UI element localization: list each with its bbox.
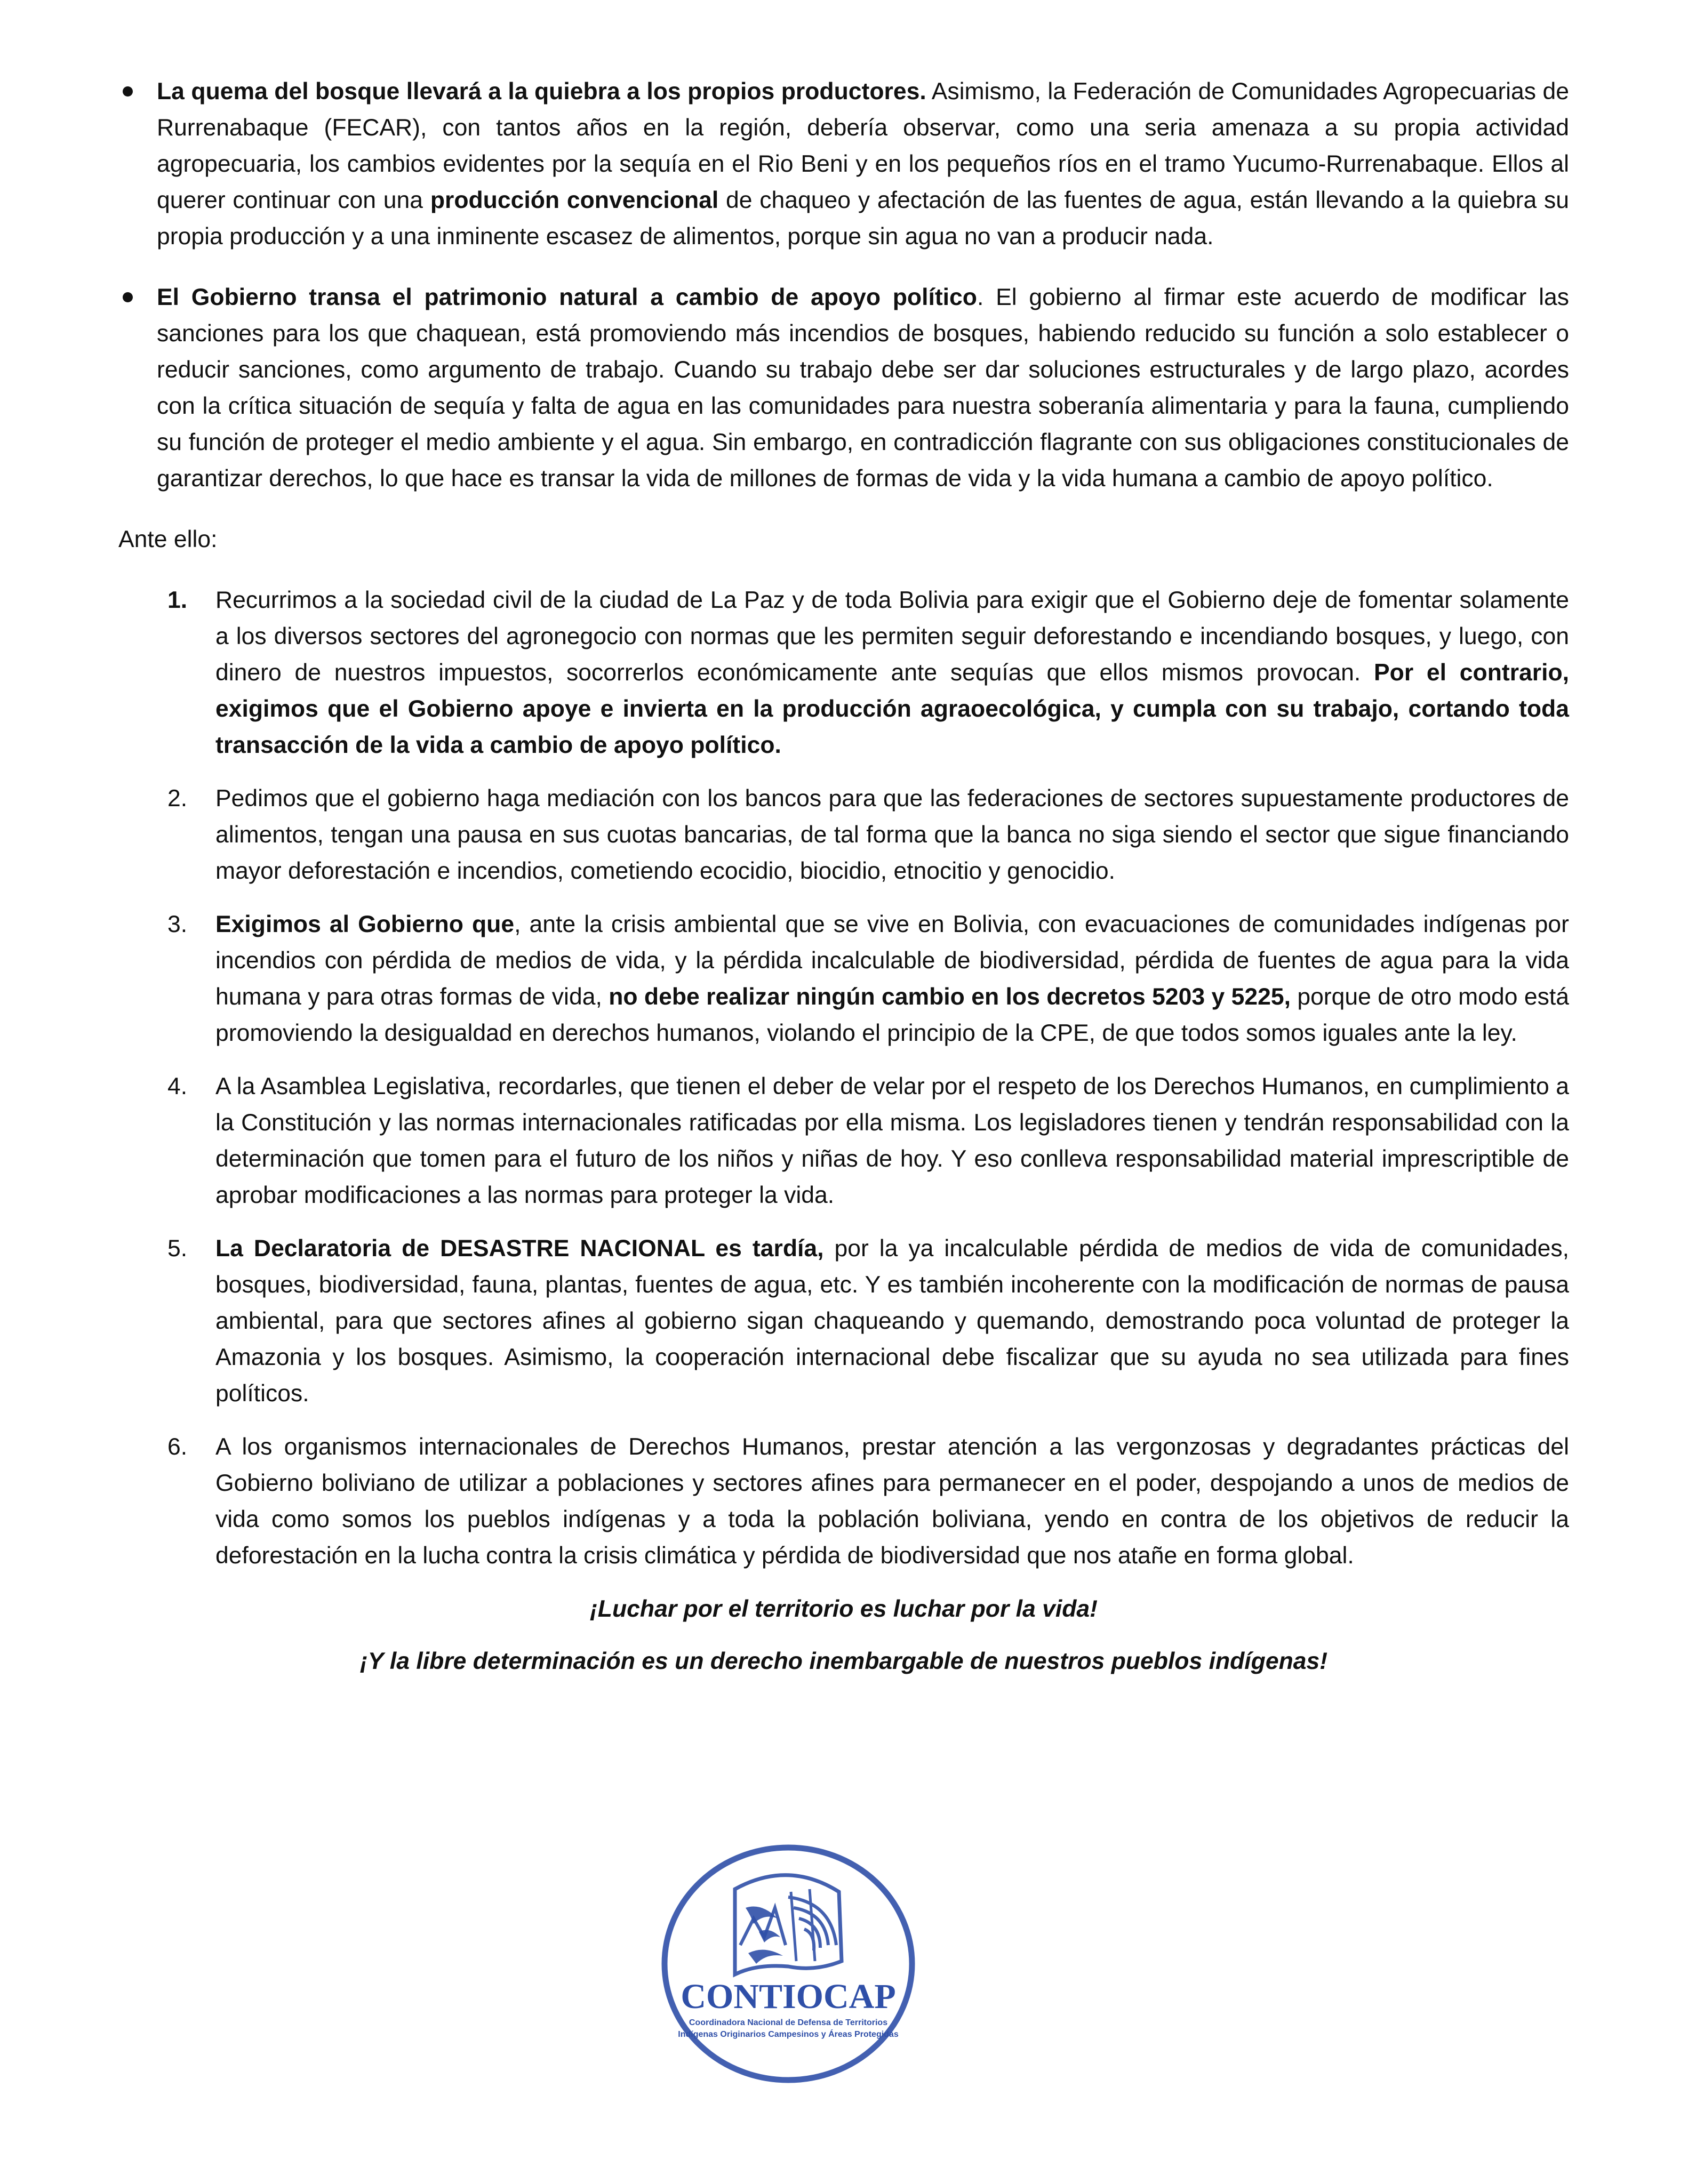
list-text: porque de otro modo está promoviendo la desigualdad en derechos humanos, violando el principio de la CPE, de que todos somos iguales ante la ley.: [215, 984, 1569, 1046]
list-item: [118, 582, 1569, 764]
seal-subtitle-line1: Coordinadora Nacional de Defensa de Territorios: [689, 2018, 888, 2027]
bullet-text: de chaqueo y afectación de las fuentes de agua, están llevando a la quiebra su propia producción y a una inminente escasez de alimentos, porque sin agua no van a producir nada.: [157, 187, 1569, 250]
list-emphasis: no debe realizar ningún cambio en los decretos 5203 y 5225,: [609, 984, 1291, 1010]
list-item: [118, 781, 1569, 889]
list-item: [118, 1069, 1569, 1214]
list-number: 5.: [167, 1235, 188, 1262]
list-text: por la ya incalculable pérdida de medios de vida de comunidades, bosques, biodiversidad, fauna, plantas, fuentes de agua, etc. Y es también incoherente con la modificación de normas de pausa ambiental, para que sectores afines al gobierno sigan chaqueando y quemando, demostrando poca voluntad de proteger la Amazonia y los bosques. Asimismo, la cooperación internacional debe fiscalizar que su ayuda no sea utilizada para fines políticos.: [215, 1235, 1570, 1407]
bullet-heading: El Gobierno transa el patrimonio natural a cambio de apoyo político: [157, 284, 977, 310]
list-text: A los organismos internacionales de Derechos Humanos, prestar atención a las vergonzosas y degradantes prácticas del Gobierno boliviano de utilizar a poblaciones y sectores afines para permanecer en el poder, despojando a unos de medios de vida como somos los pueblos indígenas y a toda la población boliviana, yendo en contra de los objetivos de reducir la deforestación en la lucha contra la crisis climática y pérdida de biodiversidad que nos atañe en forma global.: [215, 1434, 1569, 1569]
intro-text: Ante ello:: [118, 526, 218, 552]
bullet-text: . El gobierno al firmar este acuerdo de modificar las sanciones para los que chaquean, está promoviendo más incendios de bosques, habiendo reducido su función a solo establecer o reducir sanciones, como argumento de trabajo. Cuando su trabajo debe ser dar soluciones estructurales y de largo plazo, acordes con la crítica situación de sequía y falta de agua en las comunidades para nuestra soberanía alimentaria y para la fauna, cumpliendo su función de proteger el medio ambiente y el agua. Sin embargo, en contradicción flagrante con sus obligaciones constitucionales de garantizar derechos, lo que hace es transar la vida de millones de formas de vida y la vida humana a cambio de apoyo político.: [157, 284, 1569, 492]
seal-graphic: [655, 1838, 922, 2089]
list-number: 4.: [167, 1073, 188, 1099]
seal-name: CONTIOCAP: [681, 1977, 896, 2016]
bullet-dot-icon: [123, 86, 133, 97]
list-text: , ante la crisis ambiental que se vive en Bolivia, con evacuaciones de comunidades indígenas por incendios con pérdida de medios de vida, y la pérdida incalculable de biodiversidad, pérdida de fuentes de agua para la vida humana y para otras formas de vida,: [215, 911, 1570, 1010]
bullet-item: [118, 279, 1569, 497]
bullet-heading: La quema del bosque llevará a la quiebra a los propios productores.: [157, 78, 926, 105]
list-emphasis: Exigimos al Gobierno que: [215, 911, 515, 937]
list-text: Recurrimos a la sociedad civil de la ciudad de La Paz y de toda Bolivia para exigir que el Gobierno deje de fomentar solamente a los diversos sectores del agronegocio con normas que les permiten seguir deforestando e incendiando bosques, y luego, con dinero de nuestros impuestos, socorrerlos económicamente ante sequías que ellos mismos provocan.: [215, 587, 1569, 686]
list-text: A la Asamblea Legislativa, recordarles, que tienen el deber de velar por el respeto de los Derechos Humanos, en cumplimiento a la Constitución y las normas internacionales ratificadas por ella misma. Los legisladores tienen y tendrán responsabilidad con la determinación que tomen para el futuro de los niños y niñas de hoy. Y eso conlleva responsabilidad material imprescriptible de aprobar modificaciones a las normas para proteger la vida.: [215, 1073, 1569, 1208]
demands-list: [118, 582, 1569, 1574]
bullet-item: [118, 74, 1569, 255]
list-item: [118, 1429, 1569, 1574]
list-number: 1.: [167, 587, 188, 613]
list-emphasis: Por el contrario, exigimos que el Gobierno apoye e invierta en la producción agraoecológica, y cumpla con su trabajo, cortando toda transacción de la vida a cambio de apoyo político.: [215, 660, 1569, 758]
list-text: Pedimos que el gobierno haga mediación con los bancos para que las federaciones de sectores supuestamente productores de alimentos, tengan una pausa en sus cuotas bancarias, de tal forma que la banca no siga siendo el sector que sigue financiando mayor deforestación e incendios, cometiendo ecocidio, biocidio, etnocitio y genocidio.: [215, 785, 1569, 884]
list-item: [118, 906, 1569, 1051]
bullet-text: Asimismo, la Federación de Comunidades Agropecuarias de Rurrenabaque (FECAR), con tantos años en la región, debería observar, como una seria amenaza a su propia actividad agropecuaria, los cambios evidentes por la sequía en el Rio Beni y en los pequeños ríos en el tramo Yucumo-Rurrenabaque. Ellos al querer continuar con una: [157, 78, 1569, 213]
document-body: [118, 74, 1569, 1696]
list-number: 3.: [167, 911, 188, 937]
list-emphasis: La Declaratoria de DESASTRE NACIONAL es tardía,: [215, 1235, 824, 1262]
organization-seal: [655, 1838, 922, 2089]
closing-slogan: ¡Luchar por el territorio es luchar por la vida!: [589, 1596, 1098, 1622]
bullet-emphasis: producción convencional: [430, 187, 719, 213]
bullet-dot-icon: [123, 292, 133, 302]
list-item: [118, 1231, 1569, 1412]
seal-subtitle-line2: Indígenas Originarios Campesinos y Áreas Protegidas: [678, 2030, 899, 2039]
list-number: 2.: [167, 785, 188, 812]
closing-slogan: ¡Y la libre determinación es un derecho inembargable de nuestros pueblos indígenas!: [359, 1648, 1328, 1674]
list-number: 6.: [167, 1434, 188, 1460]
